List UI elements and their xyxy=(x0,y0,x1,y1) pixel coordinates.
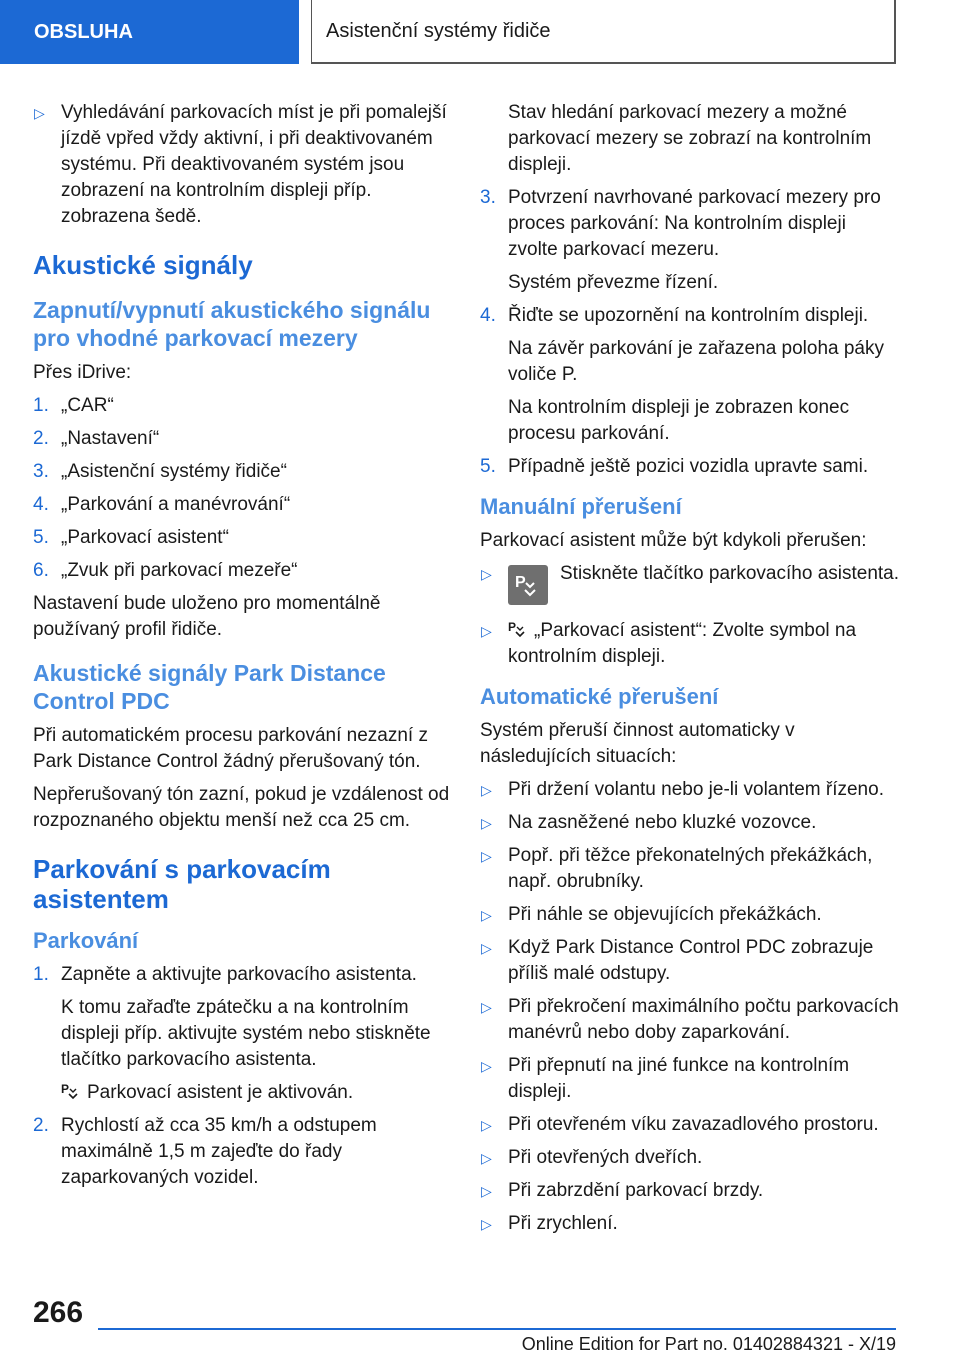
list-item xyxy=(480,454,900,480)
step-number: 1. xyxy=(33,395,49,416)
list-item xyxy=(480,994,900,1046)
list-item xyxy=(480,935,900,987)
heading-acoustic-signals: Akustické signály xyxy=(33,250,253,280)
bullet-text: Popř. při těžce překonatelných překážkách, např. obrubníky. xyxy=(508,845,873,892)
saved-note: Nastavení bude uloženo pro momentálně používaný profil řidiče. xyxy=(33,593,381,640)
bullet-triangle-icon: ▷ xyxy=(481,1058,492,1074)
bullet-triangle-icon: ▷ xyxy=(481,815,492,831)
bullet-triangle-icon: ▷ xyxy=(481,782,492,798)
step-number: 2. xyxy=(33,1115,49,1136)
list-item xyxy=(480,1211,900,1237)
svg-text:P: P xyxy=(508,620,517,634)
list-item xyxy=(33,962,451,988)
bullet-triangle-icon: ▷ xyxy=(481,940,492,956)
bullet-triangle-icon: ▷ xyxy=(481,566,492,582)
list-item xyxy=(33,492,451,518)
list-item xyxy=(33,525,451,551)
list-item xyxy=(480,303,900,329)
step-number: 5. xyxy=(33,527,49,548)
list-item xyxy=(480,618,900,670)
step-number: 6. xyxy=(33,560,49,581)
step-text: Zapněte a aktivujte parkovacího asistenta. xyxy=(61,964,417,985)
list-item xyxy=(33,393,451,419)
list-item xyxy=(33,100,451,230)
step-number: 3. xyxy=(33,461,49,482)
heading-parking-assistant: Parkování s parkovacím asistentem xyxy=(33,854,331,914)
step-text: „Zvuk při parkovací mezeře“ xyxy=(61,560,298,581)
right-column xyxy=(480,100,900,1244)
step-text: Rychlostí až cca 35 km/h a odstupem maximálně 1,5 m zajeďte do řady zaparkovaných vozidel. xyxy=(61,1115,377,1188)
list-item xyxy=(33,426,451,452)
pdc-paragraph-2: Nepřerušovaný tón zazní, pokud je vzdálenost od rozpoznaného objektu menší než cca 25 cm. xyxy=(33,784,450,831)
parking-assistant-button-icon xyxy=(508,565,548,605)
section-title: OBSLUHA xyxy=(34,20,133,43)
list-item xyxy=(480,1145,900,1171)
chapter-header xyxy=(311,0,896,64)
bullet-text: Při držení volantu nebo je-li volantem řízeno. xyxy=(508,779,884,800)
step-number: 4. xyxy=(480,305,496,326)
list-item xyxy=(480,902,900,928)
bullet-text: Stiskněte tlačítko parkovacího asistenta. xyxy=(560,563,900,584)
step-status xyxy=(33,1080,451,1106)
list-item xyxy=(33,459,451,485)
step-text: „Nastavení“ xyxy=(61,428,160,449)
bullet-triangle-icon: ▷ xyxy=(481,1150,492,1166)
bullet-triangle-icon: ▷ xyxy=(34,105,45,121)
bullet-text: Při otevřeném víku zavazadlového prostoru. xyxy=(508,1114,879,1135)
step-number: 4. xyxy=(33,494,49,515)
step-number: 2. xyxy=(33,428,49,449)
bullet-triangle-icon: ▷ xyxy=(481,623,492,639)
heading-toggle-signal: Zapnutí/vypnutí akustického signálu pro vhodné parkovací mezery xyxy=(33,297,431,351)
page-number: 266 xyxy=(33,1296,84,1329)
list-item xyxy=(33,558,451,584)
bullet-text: Při zrychlení. xyxy=(508,1213,618,1234)
step-detail: Na kontrolním displeji je zobrazen konec procesu parkování. xyxy=(508,397,850,444)
parking-assistant-icon xyxy=(508,620,528,638)
pdc-paragraph-1: Při automatickém procesu parkování nezazní z Park Distance Control žádný přerušovaný tón. xyxy=(33,725,428,772)
step-number: 5. xyxy=(480,456,496,477)
bullet-text: Při zabrzdění parkovací brzdy. xyxy=(508,1180,764,1201)
list-item xyxy=(480,1178,900,1204)
bullet-text: „Parkovací asistent“: Zvolte symbol na kontrolním displeji. xyxy=(508,620,857,667)
step-text: Případně ještě pozici vozidla upravte sami. xyxy=(508,456,869,477)
step-text: „Parkování a manévrování“ xyxy=(61,494,291,515)
step-number: 3. xyxy=(480,187,496,208)
heading-manual-interruption: Manuální přerušení xyxy=(480,494,682,519)
chapter-title: Asistenční systémy řidiče xyxy=(326,19,551,42)
status-paragraph: Stav hledání parkovací mezery a možné parkovací mezery se zobrazí na kontrolním displeji. xyxy=(508,102,872,175)
bullet-triangle-icon: ▷ xyxy=(481,1183,492,1199)
bullet-text: Při náhle se objevujících překážkách. xyxy=(508,904,822,925)
parking-assistant-icon xyxy=(61,1082,81,1100)
bullet-text: Na zasněžené nebo kluzké vozovce. xyxy=(508,812,817,833)
step-text: „CAR“ xyxy=(61,395,114,416)
step-text: „Asistenční systémy řidiče“ xyxy=(61,461,287,482)
list-item xyxy=(480,810,900,836)
bullet-text: Při otevřených dveřích. xyxy=(508,1147,703,1168)
manual-paragraph: Parkovací asistent může být kdykoli přerušen: xyxy=(480,530,867,551)
bullet-triangle-icon: ▷ xyxy=(481,907,492,923)
step-detail: Na závěr parkování je zařazena poloha páky voliče P. xyxy=(508,338,885,385)
step-text: Potvrzení navrhované parkovací mezery pro proces parkování: Na kontrolním displeji zvolte parkovací mezeru. xyxy=(508,187,881,260)
status-text: Parkovací asistent je aktivován. xyxy=(87,1082,354,1103)
edition-text: Online Edition for Part no. 01402884321 - X/19 xyxy=(521,1334,896,1354)
auto-paragraph: Systém přeruší činnost automaticky v následujících situacích: xyxy=(480,720,795,767)
svg-text:P: P xyxy=(515,574,526,591)
list-item xyxy=(480,1053,900,1105)
bullet-triangle-icon: ▷ xyxy=(481,1117,492,1133)
svg-text:P: P xyxy=(61,1082,70,1096)
list-item xyxy=(480,561,900,611)
list-item xyxy=(33,1113,451,1191)
list-item xyxy=(480,1112,900,1138)
heading-automatic-interruption: Automatické přerušení xyxy=(480,684,719,709)
via-idrive-text: Přes iDrive: xyxy=(33,362,132,383)
step-detail: Systém převezme řízení. xyxy=(508,272,719,293)
heading-parking: Parkování xyxy=(33,928,139,953)
list-item xyxy=(480,185,900,263)
section-tab xyxy=(0,0,299,64)
step-text: „Parkovací asistent“ xyxy=(61,527,229,548)
bullet-text: Vyhledávání parkovacích míst je při pomalejší jízdě vpřed vždy aktivní, i při deaktivovaném systému. Při deaktivovaném systém jsou zobrazení na kontrolním displeji příp. zobrazena šedě. xyxy=(61,102,447,227)
step-text: Řiďte se upozornění na kontrolním displeji. xyxy=(508,305,869,326)
footer-divider xyxy=(98,1328,896,1330)
list-item xyxy=(480,777,900,803)
bullet-text: Při přepnutí na jiné funkce na kontrolním displeji. xyxy=(508,1055,850,1102)
left-column xyxy=(33,100,451,1198)
bullet-triangle-icon: ▷ xyxy=(481,999,492,1015)
bullet-triangle-icon: ▷ xyxy=(481,1216,492,1232)
bullet-text: Když Park Distance Control PDC zobrazuje příliš malé odstupy. xyxy=(508,937,874,984)
bullet-triangle-icon: ▷ xyxy=(481,848,492,864)
step-number: 1. xyxy=(33,964,49,985)
list-item xyxy=(480,843,900,895)
bullet-text: Při překročení maximálního počtu parkovacích manévrů nebo doby zaparkování. xyxy=(508,996,899,1043)
step-detail: K tomu zařaďte zpátečku a na kontrolním displeji příp. aktivujte systém nebo stiskněte tlačítko parkovacího asistenta. xyxy=(61,997,431,1070)
heading-pdc: Akustické signály Park Distance Control PDC xyxy=(33,660,386,714)
